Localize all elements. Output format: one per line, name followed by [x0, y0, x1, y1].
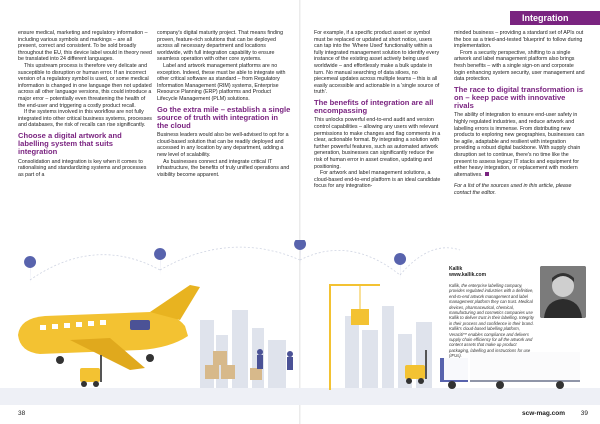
cargo-plane-illustration: [18, 285, 200, 370]
paragraph: [454, 112, 586, 178]
paragraph-text: The ability of integration to ensure end-user safety in highly regulated industries, and reduce artwork and labelling errors is immense. From distributing new products to exploring new geographies, businesses can be agile, adaptable and resilient with integration providing a robust digital backbone. With supply chain disruption set to continue, there's no time like the present to assess legacy IT stacks and equipment for either heavy integration, or replacement with modern alternatives.: [454, 112, 585, 178]
paragraph: For artwork and label management solutions, a cloud-based end-to-end platform is an ideal candidate focus for any integration-: [314, 170, 441, 190]
paragraph: As businesses connect and integrate critical IT infrastructure, the benefits of truly unified operations and visibility become apparent.: [157, 158, 290, 178]
paragraph: If the systems involved in this workflow are not fully integrated into other critical business systems, processes and databases, the risk of recalls can rise significantly.: [18, 109, 152, 129]
paragraph: This unlocks powerful end-to-end audit and version control capabilities – allowing any users with relevant permissions to make changes and flag comments in a clear, actionable format. By integrating a solution with further powerful features, such as automated artwork generation, businesses can significantly reduce the risk of human error in asset creation, updating and positioning.: [314, 117, 441, 170]
section-tag: Integration: [510, 11, 600, 25]
subheading: Choose a digital artwork and labelling system that suits integration: [18, 130, 122, 157]
paragraph: minded business – providing a standard set of APIs out the box as a tried-and-tested 'blueprint' to follow during implementation.: [454, 30, 584, 50]
page-number-right: 39: [580, 410, 588, 417]
paragraph: company's digital maturity project. That means finding proven, feature-rich solutions that can be deployed across all necessary department and locations worldwide, with full integration capability to ensure seamless operation with other core systems.: [157, 30, 284, 63]
column-2: [157, 30, 291, 178]
paragraph: From a security perspective, shifting to a single artwork and label management platform also brings fresh benefits – with a single sign-on and corporate login enhancing system security, user management and data protection.: [454, 49, 585, 83]
paragraph: Business leaders would also be well-advised to opt for a cloud-based solution that can be readily deployed and accessed in any location by any department, adding a new level of scalability.: [157, 132, 289, 158]
paragraph: Label and artwork management platforms are no exception. Indeed, these must be able to integrate with other critical software as standard – from Regulatory Information Management (RIM) systems, Enterprise Resource Planning (ERP) platforms and Product Lifecycle Management (PLM) solutions.: [157, 62, 286, 102]
editor-note: For a list of the sources used in this article, please contact the editor.: [454, 183, 572, 196]
paragraph: Consolidation and integration is key when it comes to rationalising and standardizing systems and processes as part of a: [18, 158, 147, 178]
subheading: Go the extra mile – establish a single source of truth with integration in the cloud: [157, 104, 291, 130]
paragraph: This upstream process is therefore very delicate and susceptible to disruption or human error. If an incorrect version of a regulatory symbol is used, or some medical information is changed in one language then not updated across all other language versions, this could introduce a major error – potentially even threatening the health of the end-user and triggering a costly product recall.: [18, 62, 152, 109]
paragraph: ensure medical, marketing and regulatory information – including various symbols and markings – are all present, correct and consistent. To be sold broadly throughout the EU, this device label would in theory need be translated into 24 different languages.: [18, 30, 152, 63]
paragraph: For example, if a specific product asset or symbol must be replaced or updated at short notice, users can tap into the 'Where Used' functionality within a fully integrated management solution to identify every instance of the existing asset actively being used worldwide – and effortlessly make a bulk update in turn. No manual searching of data siloes, no piecemeal updates across multiple teams – this is all easily accessible and actionable in a 'single source of truth'.: [314, 30, 440, 96]
map-pin-icon: [24, 240, 406, 284]
site-url: scw-mag.com: [522, 410, 565, 417]
column-1: [18, 30, 152, 178]
column-4: [454, 30, 586, 196]
bio-company-name: Kallik: [449, 266, 463, 272]
subheading: The race to digital transformation is on – keep pace with innovative rivals: [454, 84, 584, 111]
author-photo: [540, 266, 586, 318]
page-number-left: 38: [18, 410, 26, 417]
bio-company-url: www.kallik.com: [449, 272, 487, 278]
subheading: The benefits of integration are all encompassing: [314, 97, 434, 116]
bio-text: Kallik, the enterprise labelling company, provides regulated industries with a definitive, end-to-end artwork management and label management platform they can trust. Medical devices, pharmaceutical, chemical, manufacturing and cosmetics companies use Kallik to deliver trust in their labelling. Integrity in their process and confidence in their brand. Kallik's cloud-based labelling platform, Veraciti™ enables compliance and delivers supply chain efficiency for all the artwork and content assets that make up product packaging, labelling and instructions for use (IFUs).: [449, 283, 534, 359]
route-arcs: [30, 247, 463, 280]
company-bio-box: [444, 263, 589, 380]
end-mark-icon: [485, 172, 489, 176]
column-3: [314, 30, 442, 190]
ground: [0, 388, 600, 405]
